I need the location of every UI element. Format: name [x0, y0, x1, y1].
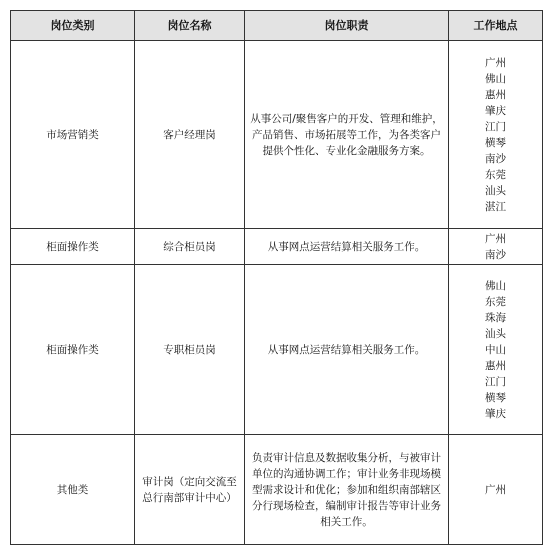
- location-item: 中山: [485, 343, 506, 356]
- location-item: 惠州: [485, 359, 506, 372]
- location-item: 汕头: [485, 184, 506, 197]
- duty-cell: 从事网点运营结算相关服务工作。: [245, 265, 449, 435]
- header-location: 工作地点: [449, 11, 543, 41]
- location-item: 南沙: [485, 152, 506, 165]
- location-item: 江门: [485, 375, 506, 388]
- location-item: 东莞: [485, 168, 506, 181]
- title-cell: 客户经理岗: [135, 41, 245, 229]
- job-table: [10, 10, 543, 545]
- location-cell: [449, 265, 543, 435]
- location-item: 广州: [485, 232, 506, 245]
- table-row: [11, 435, 543, 545]
- location-item: 佛山: [485, 72, 506, 85]
- location-item: 横琴: [485, 136, 506, 149]
- header-row: [11, 11, 543, 41]
- location-item: 肇庆: [485, 104, 506, 117]
- location-item: 湛江: [485, 200, 506, 213]
- table-row: [11, 265, 543, 435]
- duty-cell: 从事公司/聚售客户的开发、管理和维护，产品销售、市场拓展等工作，为各类客户提供个性化、专业化金融服务方案。: [245, 41, 449, 229]
- table-row: [11, 229, 543, 265]
- location-item: 广州: [485, 483, 506, 496]
- location-cell: [449, 41, 543, 229]
- header-duty: 岗位职责: [245, 11, 449, 41]
- header-title: 岗位名称: [135, 11, 245, 41]
- location-item: 广州: [485, 56, 506, 69]
- location-item: 江门: [485, 120, 506, 133]
- location-item: 肇庆: [485, 407, 506, 420]
- location-item: 珠海: [485, 311, 506, 324]
- category-cell: 其他类: [11, 435, 135, 545]
- location-cell: [449, 229, 543, 265]
- header-category: 岗位类别: [11, 11, 135, 41]
- title-cell: 专职柜员岗: [135, 265, 245, 435]
- location-item: 佛山: [485, 279, 506, 292]
- location-item: 东莞: [485, 295, 506, 308]
- location-item: 南沙: [485, 248, 506, 261]
- location-cell: [449, 435, 543, 545]
- location-item: 惠州: [485, 88, 506, 101]
- duty-cell: 从事网点运营结算相关服务工作。: [245, 229, 449, 265]
- table-row: [11, 41, 543, 229]
- duty-cell: 负责审计信息及数据收集分析，与被审计单位的沟通协调工作；审计业务非现场模型需求设计和优化；参加和组织南部辖区分行现场检查，编制审计报告等审计业务相关工作。: [245, 435, 449, 545]
- location-item: 横琴: [485, 391, 506, 404]
- category-cell: 市场营销类: [11, 41, 135, 229]
- location-item: 汕头: [485, 327, 506, 340]
- title-cell: 审计岗（定向交流至总行南部审计中心）: [135, 435, 245, 545]
- category-cell: 柜面操作类: [11, 265, 135, 435]
- title-cell: 综合柜员岗: [135, 229, 245, 265]
- category-cell: 柜面操作类: [11, 229, 135, 265]
